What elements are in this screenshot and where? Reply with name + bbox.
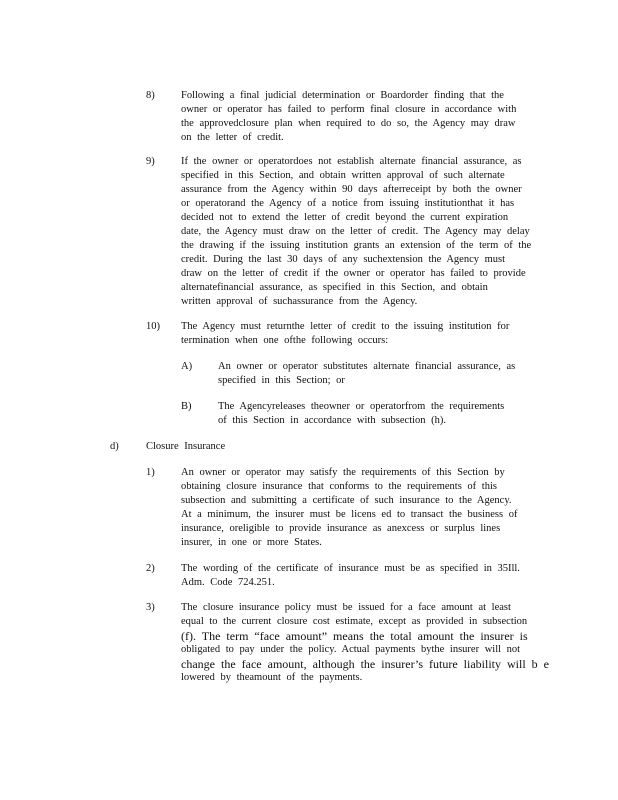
text-line: equal to the current closure cost estimate, except as provided in subsection: [181, 616, 528, 627]
text-line: the approvedclosure plan when required to do so, the Agency may draw: [181, 118, 516, 129]
text-line: written approval of suchassurance from the Agency.: [181, 296, 418, 307]
text-line: insurer, in one or more States.: [181, 537, 322, 548]
item-text: [181, 466, 517, 550]
text-line: of this Section in accordance with subsection (h).: [218, 415, 447, 426]
text-line: or operatorand the Agency of a notice from issuing institutionthat it has: [181, 198, 515, 209]
text-line: on the letter of credit.: [181, 132, 284, 143]
text-line: If the owner or operatordoes not establish alternate financial assurance, as: [181, 156, 522, 167]
item-number: d): [110, 441, 119, 452]
text-line: change the face amount, although the insurer’s future liability will b e: [181, 657, 550, 671]
text-line: draw on the letter of credit if the owner or operator has failed to provide: [181, 268, 526, 279]
text-line: The closure insurance policy must be issued for a face amount at least: [181, 602, 511, 613]
text-line: obligated to pay under the policy. Actual payments bythe insurer will not: [181, 644, 521, 655]
text-line: specified in this Section, and obtain written approval of such alternate: [181, 170, 505, 181]
item-number: 1): [146, 467, 155, 478]
item-text: [181, 155, 531, 309]
item-text: [181, 601, 549, 685]
text-line: lowered by theamount of the payments.: [181, 672, 363, 683]
text-line: assurance from the Agency within 90 days afterreceipt by both the owner: [181, 184, 522, 195]
item-number: 10): [146, 321, 160, 332]
text-line: insurance, oreligible to provide insurance as anexcess or surplus lines: [181, 523, 501, 534]
text-line: An owner or operator substitutes alternate financial assurance, as: [218, 361, 516, 372]
text-line: Closure Insurance: [146, 441, 226, 452]
text-line: date, the Agency must draw on the letter of credit. The Agency may delay: [181, 226, 530, 237]
item-text: [181, 89, 516, 145]
text-line: An owner or operator may satisfy the requirements of this Section by: [181, 467, 505, 478]
item-text: [181, 562, 520, 590]
text-line: The Agencyreleases theowner or operatorfrom the requirements: [218, 401, 505, 412]
text-line: specified in this Section; or: [218, 375, 345, 386]
text-line: obtaining closure insurance that conforms to the requirements of this: [181, 481, 497, 492]
text-line: credit. During the last 30 days of any suchextension the Agency must: [181, 254, 506, 265]
text-line: owner or operator has failed to perform final closure in accordance with: [181, 104, 517, 115]
item-text: [146, 440, 225, 454]
text-line: decided not to extend the letter of credit beyond the current expiration: [181, 212, 509, 223]
text-line: alternatefinancial assurance, as specified in this Section, and obtain: [181, 282, 488, 293]
text-line: The wording of the certificate of insurance must be as specified in 35Ill.: [181, 563, 520, 574]
text-line: Adm. Code 724.251.: [181, 577, 275, 588]
item-number: A): [181, 361, 193, 372]
text-line: At a minimum, the insurer must be licens ed to transact the business of: [181, 509, 518, 520]
item-text: [181, 320, 509, 348]
text-line: the drawing if the issuing institution grants an extension of the term of the: [181, 240, 532, 251]
item-number: B): [181, 401, 192, 412]
item-text: [218, 360, 515, 388]
item-number: 2): [146, 563, 155, 574]
item-number: 8): [146, 90, 155, 101]
text-line: termination when one ofthe following occurs:: [181, 335, 389, 346]
item-number: 3): [146, 602, 155, 613]
item-number: 9): [146, 156, 155, 167]
item-text: [218, 400, 504, 428]
text-line: The Agency must returnthe letter of credit to the issuing institution for: [181, 321, 510, 332]
text-line: (f). The term “face amount” means the total amount the insurer is: [181, 629, 528, 643]
text-line: Following a final judicial determination or Boardorder finding that the: [181, 90, 504, 101]
text-line: subsection and submitting a certificate of such insurance to the Agency.: [181, 495, 512, 506]
